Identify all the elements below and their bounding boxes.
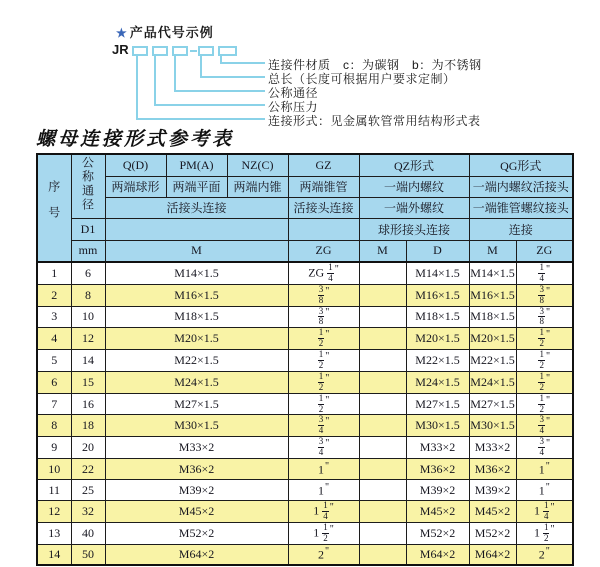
cell-dn: 25: [71, 480, 105, 501]
cell-qg-zg-size: $\frac{3}{4}$ ": [516, 415, 573, 437]
cell-qz-d: M16×1.5: [406, 284, 469, 306]
table-row: [37, 371, 573, 393]
header-col-q: Q(D): [105, 154, 166, 176]
cell-qz-m: [359, 306, 406, 328]
cell-dn: 22: [71, 459, 105, 480]
cell-m-thread: M14×1.5: [105, 262, 288, 284]
cell-qz-d: M45×2: [406, 501, 469, 523]
cell-qg-zg-size: 2": [516, 544, 573, 565]
cell-qz-m: [359, 284, 406, 306]
row-number: 12: [37, 501, 71, 523]
cell-gz-size: $\frac{1}{2}$ ": [288, 371, 359, 393]
row-number: 6: [37, 371, 71, 393]
row-number: 11: [37, 480, 71, 501]
star-icon: ★: [116, 26, 128, 40]
cell-qg-m: M14×1.5: [469, 262, 516, 284]
header-empty-gz: [288, 218, 359, 240]
cell-qz-d: M33×2: [406, 437, 469, 459]
table-row: [37, 284, 573, 306]
cell-qz-m: [359, 328, 406, 350]
leader-line-4: [201, 55, 265, 77]
cell-qz-d: M36×2: [406, 459, 469, 480]
cell-dn: 14: [71, 350, 105, 372]
cell-gz-size: 2": [288, 544, 359, 565]
cell-qz-m: [359, 437, 406, 459]
cell-m-thread: M36×2: [105, 459, 288, 480]
cell-qg-m: M36×2: [469, 459, 516, 480]
header-col-pm: PM(A): [166, 154, 227, 176]
cell-qz-m: [359, 371, 406, 393]
cell-dn: 6: [71, 262, 105, 284]
cell-gz-size: 1 $\frac{1}{4}$ ": [288, 501, 359, 523]
cell-m-thread: M27×1.5: [105, 393, 288, 415]
header-union-join: 活接头连接: [105, 197, 288, 218]
cell-qg-zg-size: 1 $\frac{1}{4}$ ": [516, 501, 573, 523]
cell-gz-size: $\frac{3}{8}$ ": [288, 284, 359, 306]
cell-gz-size: 1": [288, 459, 359, 480]
table-title: 螺母连接形式参考表: [36, 129, 235, 150]
row-number: 8: [37, 415, 71, 437]
cell-gz-size: 1 $\frac{1}{2}$ ": [288, 522, 359, 544]
cell-qg-m: M30×1.5: [469, 415, 516, 437]
row-number: 13: [37, 522, 71, 544]
table-row: [37, 306, 573, 328]
table-row: [37, 262, 573, 284]
leader-line-5: [221, 55, 265, 63]
table-row: [37, 480, 573, 501]
cell-m-thread: M22×1.5: [105, 350, 288, 372]
header-m-label: M: [105, 240, 288, 262]
header-qg-sub2: 一端锥管螺纹接头: [469, 197, 573, 218]
cell-dn: 32: [71, 501, 105, 523]
cell-dn: 18: [71, 415, 105, 437]
header-qg-m-label: M: [469, 240, 516, 262]
cell-qg-zg-size: $\frac{1}{2}$ ": [516, 393, 573, 415]
cell-qg-zg-size: 1": [516, 459, 573, 480]
header-qg-sub1: 一端内螺纹活接头: [469, 176, 573, 197]
cell-qg-zg-size: $\frac{3}{4}$ ": [516, 437, 573, 459]
row-number: 1: [37, 262, 71, 284]
cell-gz-size: $\frac{3}{4}$ ": [288, 437, 359, 459]
row-number: 9: [37, 437, 71, 459]
cell-gz-size: $\frac{1}{2}$ ": [288, 393, 359, 415]
row-number: 4: [37, 328, 71, 350]
cell-m-thread: M24×1.5: [105, 371, 288, 393]
cell-qz-m: [359, 501, 406, 523]
table-row: [37, 328, 573, 350]
cell-dn: 16: [71, 393, 105, 415]
diagram-label-pressure: 公称压力: [268, 100, 319, 114]
header-qz-d-label: D: [406, 240, 469, 262]
cell-qg-m: M22×1.5: [469, 350, 516, 372]
row-number: 14: [37, 544, 71, 565]
cell-qz-d: M20×1.5: [406, 328, 469, 350]
cell-dn: 12: [71, 328, 105, 350]
table-row: [37, 350, 573, 372]
cell-qg-zg-size: 1": [516, 480, 573, 501]
diagram-label-material: 连接件材质 c：为碳钢 b：为不锈钢: [268, 58, 482, 72]
diagram-heading-text: 产品代号示例: [129, 25, 214, 40]
header-gz-join: 活接头连接: [288, 197, 359, 218]
header-d1: D1: [71, 218, 105, 240]
cell-dn: 8: [71, 284, 105, 306]
table-row: [37, 415, 573, 437]
cell-m-thread: M64×2: [105, 544, 288, 565]
header-qg-sub3: 连接: [469, 218, 573, 240]
cell-gz-size: 1": [288, 480, 359, 501]
header-q-sub: 两端球形: [105, 176, 166, 197]
cell-qz-m: [359, 522, 406, 544]
code-box-5: [219, 47, 236, 55]
cell-m-thread: M33×2: [105, 437, 288, 459]
cell-qg-m: M52×2: [469, 522, 516, 544]
cell-m-thread: M52×2: [105, 522, 288, 544]
cell-qg-zg-size: 1 $\frac{1}{2}$ ": [516, 522, 573, 544]
header-col-gz: GZ: [288, 154, 359, 176]
cell-qz-m: [359, 480, 406, 501]
table-row: [37, 459, 573, 480]
cell-qz-d: M18×1.5: [406, 306, 469, 328]
row-number: 2: [37, 284, 71, 306]
row-number: 5: [37, 350, 71, 372]
table-row: [37, 393, 573, 415]
table-row: [37, 544, 573, 565]
diagram-label-length: 总长（长度可根据用户要求定制）: [268, 72, 456, 86]
cell-dn: 40: [71, 522, 105, 544]
cell-qg-zg-size: $\frac{3}{8}$ ": [516, 306, 573, 328]
cell-qz-m: [359, 262, 406, 284]
cell-qz-d: M39×2: [406, 480, 469, 501]
cell-qz-m: [359, 544, 406, 565]
header-col-qz: QZ形式: [359, 154, 469, 176]
header-qz-m-label: M: [359, 240, 406, 262]
cell-gz-size: $\frac{3}{8}$ ": [288, 306, 359, 328]
cell-qg-m: M33×2: [469, 437, 516, 459]
cell-qg-m: M27×1.5: [469, 393, 516, 415]
cell-dn: 10: [71, 306, 105, 328]
cell-qz-d: M64×2: [406, 544, 469, 565]
code-box-1: [133, 47, 147, 55]
header-nz-sub: 两端内锥: [227, 176, 288, 197]
cell-qg-m: M64×2: [469, 544, 516, 565]
row-number: 10: [37, 459, 71, 480]
table-row: [37, 437, 573, 459]
cell-qz-d: M30×1.5: [406, 415, 469, 437]
cell-m-thread: M30×1.5: [105, 415, 288, 437]
cell-qz-m: [359, 393, 406, 415]
cell-dn: 15: [71, 371, 105, 393]
header-pm-sub: 两端平面: [166, 176, 227, 197]
cell-qz-d: M27×1.5: [406, 393, 469, 415]
cell-qg-zg-size: $\frac{1}{2}$ ": [516, 371, 573, 393]
cell-qg-m: M18×1.5: [469, 306, 516, 328]
cell-m-thread: M39×2: [105, 480, 288, 501]
row-number: 3: [37, 306, 71, 328]
header-gz-sub: 两端锥管: [288, 176, 359, 197]
header-seq: 序号: [37, 154, 71, 262]
cell-qg-m: M45×2: [469, 501, 516, 523]
cell-dn: 50: [71, 544, 105, 565]
cell-qz-d: M22×1.5: [406, 350, 469, 372]
code-box-3: [173, 47, 187, 55]
cell-qg-zg-size: $\frac{1}{4}$ ": [516, 262, 573, 284]
header-mm: mm: [71, 240, 105, 262]
cell-gz-size: $\frac{1}{2}$ ": [288, 328, 359, 350]
header-empty-m-group: [105, 218, 288, 240]
header-qz-sub1: 一端内螺纹: [359, 176, 469, 197]
header-qz-sub2: 一端外螺纹: [359, 197, 469, 218]
table-row: [37, 501, 573, 523]
diagram-label-connection: 连接形式：见金属软管常用结构形式表: [268, 114, 481, 128]
code-prefix: JR: [112, 42, 129, 57]
cell-qg-zg-size: $\frac{3}{8}$ ": [516, 284, 573, 306]
cell-m-thread: M16×1.5: [105, 284, 288, 306]
cell-m-thread: M45×2: [105, 501, 288, 523]
cell-qg-zg-size: $\frac{1}{2}$ ": [516, 350, 573, 372]
header-qz-sub3: 球形接头连接: [359, 218, 469, 240]
cell-dn: 20: [71, 437, 105, 459]
cell-m-thread: M18×1.5: [105, 306, 288, 328]
cell-m-thread: M20×1.5: [105, 328, 288, 350]
cell-qg-m: M16×1.5: [469, 284, 516, 306]
cell-gz-size: $\frac{3}{4}$ ": [288, 415, 359, 437]
table-row: [37, 522, 573, 544]
row-number: 7: [37, 393, 71, 415]
cell-qz-m: [359, 350, 406, 372]
cell-qz-d: M24×1.5: [406, 371, 469, 393]
header-col-nz: NZ(C): [227, 154, 288, 176]
cell-qg-m: M20×1.5: [469, 328, 516, 350]
cell-gz-size: $\frac{1}{2}$ ": [288, 350, 359, 372]
cell-qg-m: M24×1.5: [469, 371, 516, 393]
diagram-label-diameter: 公称通径: [268, 86, 319, 100]
header-qg-zg-label: ZG: [516, 240, 573, 262]
code-box-2: [153, 47, 167, 55]
cell-qg-m: M39×2: [469, 480, 516, 501]
code-box-4: [199, 47, 213, 55]
header-col-qg: QG形式: [469, 154, 573, 176]
cell-qz-d: M14×1.5: [406, 262, 469, 284]
header-dn: 公称通径: [71, 154, 105, 218]
nut-connection-table: [36, 153, 574, 566]
cell-gz-size: ZG $\frac{1}{4}$ ": [288, 262, 359, 284]
cell-qz-m: [359, 459, 406, 480]
header-zg-label: ZG: [288, 240, 359, 262]
cell-qg-zg-size: $\frac{1}{2}$ ": [516, 328, 573, 350]
cell-qz-d: M52×2: [406, 522, 469, 544]
cell-qz-m: [359, 415, 406, 437]
